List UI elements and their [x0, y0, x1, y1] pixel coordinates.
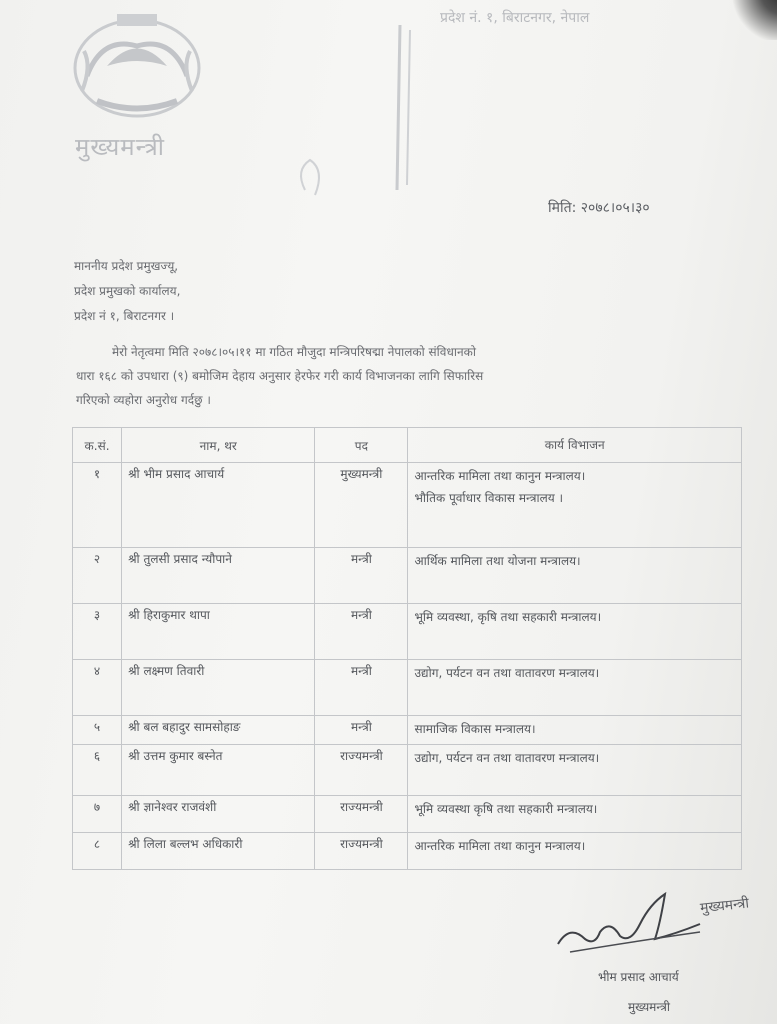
- cell-name: श्री हिराकुमार थापा: [122, 604, 315, 660]
- table-row: [73, 716, 742, 745]
- cell-division: सामाजिक विकास मन्त्रालय।: [408, 716, 742, 745]
- signatory-name: भीम प्रसाद आचार्य: [598, 970, 679, 984]
- recipient-address: [74, 254, 180, 329]
- header-serial: क.सं.: [73, 428, 122, 463]
- cell-serial: १: [73, 463, 122, 548]
- cell-name: श्री लिला बल्लभ अधिकारी: [122, 833, 315, 870]
- table-header-row: [73, 428, 742, 463]
- table-row: [73, 604, 742, 660]
- table-row: [73, 833, 742, 870]
- signatory-title: मुख्यमन्त्री: [628, 1000, 670, 1014]
- cell-serial: ५: [73, 716, 122, 745]
- cell-serial: ३: [73, 604, 122, 660]
- signature-stamp: मुख्यमन्त्री: [699, 895, 750, 917]
- cell-post: मुख्यमन्त्री: [315, 463, 408, 548]
- body-line: धारा १६८ को उपधारा (९) बमोजिम देहाय अनुसार हेरफेर गरी कार्य विभाजनका लागि सिफारिस: [76, 369, 484, 383]
- cell-post: मन्त्री: [315, 716, 408, 745]
- header-post: पद: [315, 428, 408, 463]
- cell-name: श्री बल बहादुर सामसोहाङ: [122, 716, 315, 745]
- cell-division: आन्तरिक मामिला तथा कानुन मन्त्रालय।: [408, 833, 742, 870]
- table-row: [73, 796, 742, 833]
- cell-name: श्री लक्ष्मण तिवारी: [122, 660, 315, 716]
- cell-division: भूमि व्यवस्था कृषि तथा सहकारी मन्त्रालय।: [408, 796, 742, 833]
- division-line: आन्तरिक मामिला तथा कानुन मन्त्रालय।: [414, 469, 586, 483]
- table-row: [73, 548, 742, 604]
- table-row: [73, 745, 742, 796]
- header-division: कार्य विभाजन: [408, 428, 742, 463]
- body-line: मेरो नेतृत्वमा मिति २०७८।०५।११ मा गठित मौजुदा मन्त्रिपरिषद्मा नेपालको संविधानको: [112, 345, 476, 359]
- division-line: भौतिक पूर्वाधार विकास मन्त्रालय ।: [414, 491, 564, 505]
- handwritten-signature: [550, 884, 710, 964]
- header-name: नाम, थर: [122, 428, 315, 463]
- cell-post: मन्त्री: [315, 604, 408, 660]
- cell-division: आर्थिक मामिला तथा योजना मन्त्रालय।: [408, 548, 742, 604]
- letter-body: [76, 340, 726, 412]
- cell-post: मन्त्री: [315, 548, 408, 604]
- body-line: गरिएको व्यहोरा अनुरोध गर्दछु ।: [76, 393, 211, 407]
- cell-name: श्री भीम प्रसाद आचार्य: [122, 463, 315, 548]
- cell-post: राज्यमन्त्री: [315, 833, 408, 870]
- cell-division: [408, 463, 742, 548]
- table-row: [73, 463, 742, 548]
- office-title: मुख्यमन्त्री: [75, 133, 165, 161]
- corner-shadow: [727, 0, 777, 40]
- address-line: माननीय प्रदेश प्रमुखज्यू,: [74, 259, 179, 273]
- cell-division: भूमि व्यवस्था, कृषि तथा सहकारी मन्त्रालय।: [408, 604, 742, 660]
- faint-stamp-mark: [285, 20, 435, 220]
- cell-post: राज्यमन्त्री: [315, 745, 408, 796]
- address-line: प्रदेश नं १, बिराटनगर ।: [74, 309, 175, 323]
- cell-serial: ८: [73, 833, 122, 870]
- cell-post: राज्यमन्त्री: [315, 796, 408, 833]
- cell-division: उद्योग, पर्यटन वन तथा वातावरण मन्त्रालय।: [408, 660, 742, 716]
- cell-name: श्री ज्ञानेश्वर राजवंशी: [122, 796, 315, 833]
- cell-serial: २: [73, 548, 122, 604]
- table-row: [73, 660, 742, 716]
- cell-serial: ७: [73, 796, 122, 833]
- cell-name: श्री उत्तम कुमार बस्नेत: [122, 745, 315, 796]
- cell-name: श्री तुलसी प्रसाद न्यौपाने: [122, 548, 315, 604]
- cell-serial: ६: [73, 745, 122, 796]
- office-address-header: प्रदेश नं. १, बिराटनगर, नेपाल: [440, 10, 590, 26]
- nepal-emblem-icon: [62, 6, 212, 126]
- address-line: प्रदेश प्रमुखको कार्यालय,: [74, 284, 181, 298]
- cell-serial: ४: [73, 660, 122, 716]
- cell-division: उद्योग, पर्यटन वन तथा वातावरण मन्त्रालय।: [408, 745, 742, 796]
- letter-date: मिति: २०७८।०५।३०: [548, 200, 650, 216]
- portfolio-allocation-table: [72, 427, 742, 870]
- cell-post: मन्त्री: [315, 660, 408, 716]
